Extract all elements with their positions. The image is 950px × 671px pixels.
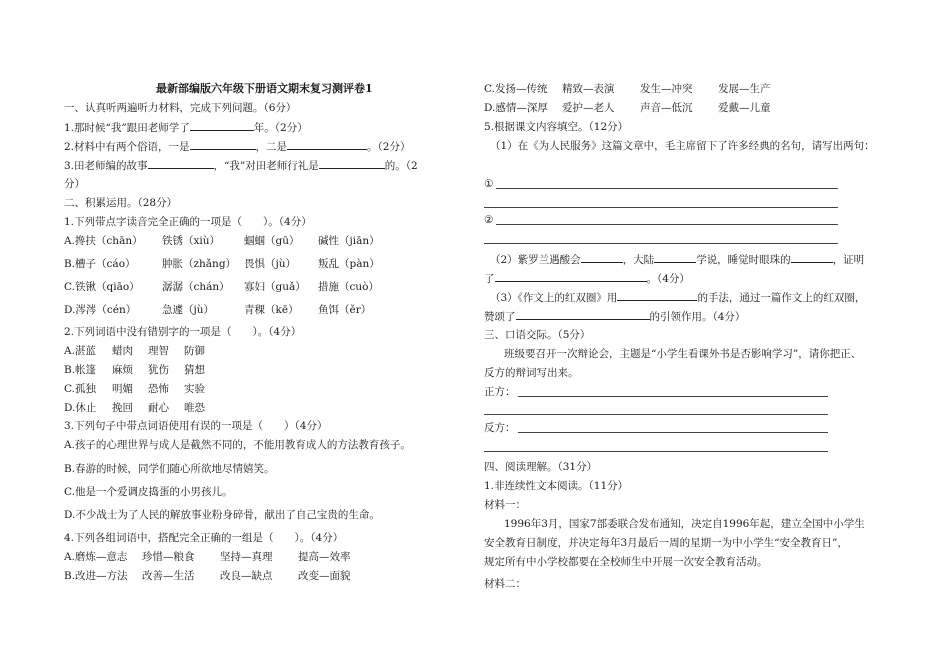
q4-option-b [64,569,351,583]
option-cell: 麻烦 [112,364,133,376]
option-cell: 爱护—老人 [562,102,615,114]
option-cell: 精致—表演 [562,83,615,95]
page-title: 最新部编版六年级下册语文期末复习测评卷1 [156,82,373,95]
q4-option-c [484,82,771,96]
q4-option-a [64,550,351,564]
answer-line[interactable] [484,451,828,452]
option-cell: B.改进—方法 [64,570,128,582]
q5-part-2-a: （2）紫罗兰遇酸会 [490,254,581,266]
option-cell: 唯恐 [184,402,205,414]
option-cell: 挽回 [112,402,133,414]
option-cell: 青稞（kē） [244,304,299,316]
answer-blank[interactable] [190,139,256,150]
q1-option-c [64,280,379,294]
q2-option-c [64,382,205,396]
q3-option-d: D.不少战士为了人民的解放事业粉身碎骨，献出了自己宝贵的生命。 [64,509,380,521]
option-cell: 改良—缺点 [220,570,273,582]
option-cell: 改善—生活 [142,570,195,582]
option-cell: B.槽子（cáo） [64,258,136,270]
option-cell: 实验 [184,383,205,395]
q2-option-b [64,363,205,377]
option-cell: 急遽（jù） [162,304,215,316]
option-cell: 肿胀（zhǎng） [162,258,237,270]
option-cell: 铁锈（xiù） [162,235,221,247]
answer-line[interactable] [484,414,828,415]
q2-stem: 2.下列词语中没有错别字的一项是（ ）。（4分） [64,326,302,338]
q3-option-c: C.他是一个爱调皮捣蛋的小男孩儿。 [64,486,233,498]
option-cell: 发生—冲突 [640,83,693,95]
q5-mark-2: ② [484,214,494,226]
material-1-label: 材料一： [484,499,526,511]
q4-option-d [484,101,771,115]
answer-blank[interactable] [617,290,697,301]
answer-line[interactable] [518,432,828,433]
q4-stem: 4.下列各组词语中，搭配完全正确的一组是（ ）。（4分） [64,532,344,544]
option-cell: 提高—效率 [298,551,351,563]
section-4-heading: 四、阅读理解。（31分） [484,461,598,473]
option-cell: C.发扬—传统 [484,83,548,95]
option-cell: 蝈蝈（gū） [244,235,300,247]
option-cell: 蜡肉 [112,345,133,357]
q5-part-2-f: 。（4分） [646,273,690,285]
option-cell: 措施（cuò） [318,281,379,293]
material-1-text-2: 安全教育日制度，并决定每年3月最后一周的星期一为中小学生“安全教育日”， [484,537,848,549]
listening-q2 [64,139,410,153]
answer-blank[interactable] [319,158,385,169]
q3-option-a: A.孩子的心理世界与成人是截然不同的，不能用教育成人的方法教育孩子。 [64,439,411,451]
listening-q3-a: 3.田老师编的故事 [64,160,148,172]
option-cell: D.涔涔（cén） [64,304,137,316]
answer-blank[interactable] [148,158,214,169]
option-cell: 珍惜—粮食 [142,551,195,563]
option-cell: 恐怖 [148,383,169,395]
listening-q3-b: ，“我”对田老师行礼是 [213,160,319,172]
answer-blank[interactable] [581,252,623,263]
listening-q2-c: 。（2分） [367,141,411,153]
answer-blank[interactable] [516,309,650,320]
q5-part-2-d: ，证明 [832,254,865,266]
answer-line[interactable] [496,188,838,189]
q5-part-2-b: ，大陆 [622,254,655,266]
option-cell: 潺潺（chán） [162,281,230,293]
option-cell: C.孤独 [64,383,96,395]
material-1-text-1: 1996年3月，国家7部委联合发布通知，决定自1996年起，建立全国中小学生 [504,518,865,530]
q5-part-2-e: 了 [484,273,495,285]
q2-option-a [64,344,205,358]
option-cell: 明媚 [112,383,133,395]
q1-option-b [64,257,380,271]
option-cell: 爱戴—儿童 [718,102,771,114]
option-cell: D.休止 [64,402,97,414]
q3-option-b: B.春游的时候，同学们随心所欲地尽情嬉笑。 [64,463,275,475]
listening-q1-tail: 年。（2分） [253,122,308,134]
answer-line[interactable] [484,207,838,208]
q1-option-a [64,234,380,248]
q5-part-1: （1）在《为人民服务》这篇文章中，毛主席留下了许多经典的名句，请写出两句： [490,140,875,152]
option-cell: 犹伤 [148,364,169,376]
answer-blank[interactable] [654,252,696,263]
listening-q3-cont: 分） [64,178,85,190]
option-cell: 发展—生产 [718,83,771,95]
answer-line[interactable] [496,224,838,225]
option-cell: 碱性（jiān） [318,235,380,247]
listening-q3-c: 的。（2 [384,160,418,172]
q5-part-2-cont [484,271,690,285]
option-cell: 寡妇（guǎ） [244,281,306,293]
section-2-heading: 二、积累运用。（28分） [64,197,178,209]
option-cell: D.感情—深厚 [484,102,548,114]
pro-label: 正方： [484,386,516,398]
answer-blank[interactable] [287,139,367,150]
listening-q1-text: 1.那时候“我”跟田老师学了 [64,122,190,134]
section-3-heading: 三、口语交际。（5分） [484,329,591,341]
q5-part-3-d: 的引领作用。（4分） [649,311,746,323]
option-cell: 防御 [184,345,205,357]
q5-part-3-cont [484,309,745,323]
material-1-text-3: 规定所有中小学校都要在全校师生中开展一次安全教育活动。 [484,556,768,568]
q5-part-3-c: 赞颂了 [484,311,516,323]
listening-q2-a: 2.材料中有两个俗语，一是 [64,141,190,153]
q1-stem: 1.下列带点字读音完全正确的一项是（ ）。（4分） [64,216,312,228]
listening-q2-b: ，二是 [255,141,288,153]
option-cell: 理智 [148,345,169,357]
q5-part-2-c: 学说，睡觉时眼珠的 [696,254,791,266]
q5-part-3-a: （3）《作文上的红双圈》用 [490,292,618,304]
q5-part-3-b: 的手法，通过一篇作文上的红双圈， [697,292,866,304]
option-cell: 改变—面貌 [298,570,351,582]
option-cell: 声音—低沉 [640,102,693,114]
q3-stem: 3.下列句子中带点词语使用有误的一项是（ ）（4分） [64,420,328,432]
option-cell: C.铁锹（qiāo） [64,281,140,293]
option-cell: A.湛蓝 [64,345,96,357]
option-cell: 猜想 [184,364,205,376]
q5-stem: 5.根据课文内容填空。（12分） [484,121,629,133]
q5-mark-1: ① [484,178,494,190]
answer-blank[interactable] [791,252,833,263]
answer-blank[interactable] [495,271,647,282]
material-2-label: 材料二： [484,578,526,590]
q1-option-d [64,303,371,317]
answer-line[interactable] [484,243,838,244]
section-4-q1: 1.非连续性文本阅读。（11分） [484,480,629,492]
option-cell: 叛乱（pàn） [318,258,380,270]
option-cell: A.搀扶（chān） [64,235,143,247]
option-cell: 坚持—真理 [220,551,273,563]
section-3-text-2: 反方的辩词写出来。 [484,367,579,379]
section-3-text-1: 班级要召开一次辩论会，主题是“小学生看课外书是否影响学习”，请你把正、 [504,348,862,360]
option-cell: B.帐篷 [64,364,97,376]
q5-part-2 [484,252,864,266]
con-label: 反方： [484,422,516,434]
section-1-heading: 一、认真听两遍听力材料，完成下列问题。（6分） [64,102,297,114]
answer-blank[interactable] [190,120,254,131]
option-cell: 畏惧（jù） [244,258,297,270]
option-cell: 耐心 [148,402,169,414]
option-cell: 鱼饵（ěr） [318,304,372,316]
listening-q1 [64,120,308,134]
q5-part-3 [484,290,865,304]
answer-line[interactable] [518,396,828,397]
q2-option-d [64,401,205,415]
option-cell: A.磨炼—意志 [64,551,128,563]
listening-q3 [64,158,418,172]
